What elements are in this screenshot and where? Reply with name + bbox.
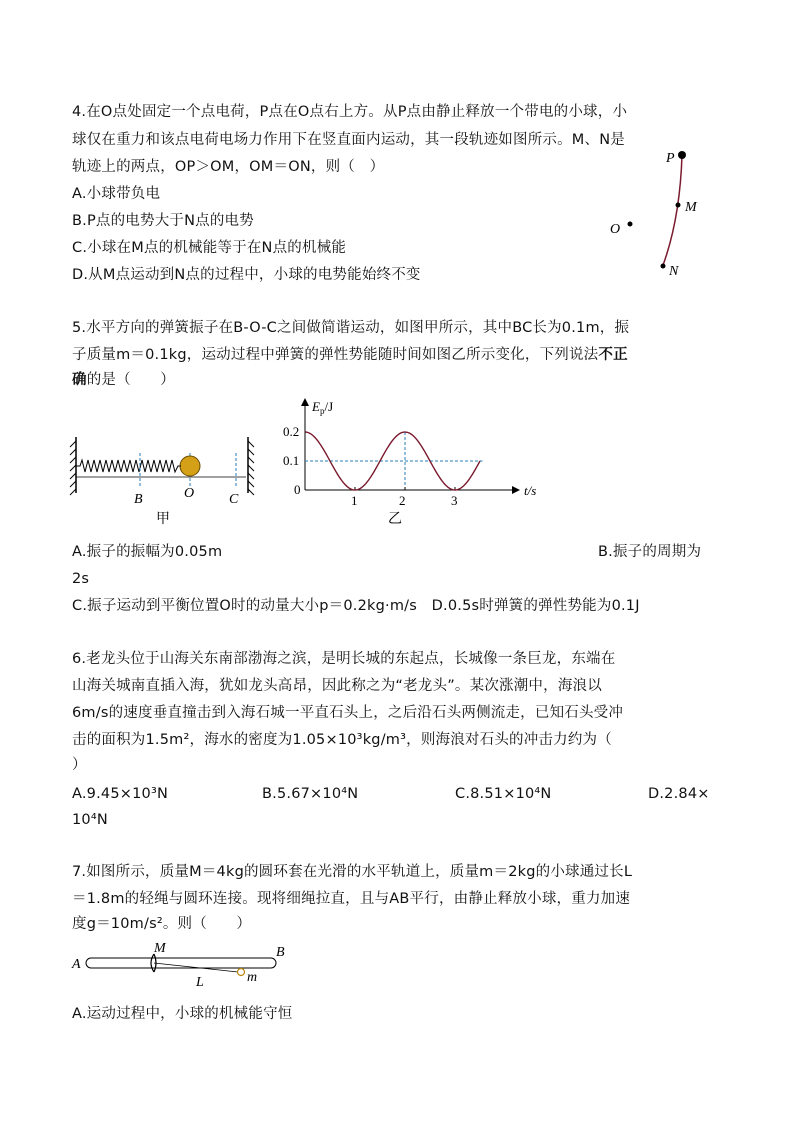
small-ball: [238, 969, 245, 976]
q6-line-1: 6.老龙头位于山海关东南部渤海之滨，是明长城的东起点，长城像一条巨龙，东端在: [72, 651, 616, 667]
q4-option-a: A.小球带负电: [72, 186, 161, 202]
q5-line-2-text: 子质量m＝0.1kg，运动过程中弹簧的弹性势能随时间如图乙所示变化，下列说法: [72, 347, 599, 363]
q6-line-5: ）: [72, 757, 87, 773]
q4-option-d: D.从M点运动到N点的过程中，小球的电势能始终不变: [72, 267, 421, 283]
q7-line-2: ＝1.8m的轻绳与圆环连接。现将细绳拉直，且与AB平行，由静止释放小球，重力加速: [72, 891, 631, 907]
label-l: L: [196, 975, 204, 990]
q5-line-1: 5.水平方向的弹簧振子在B-O-C之间做简谐运动，如图甲所示，其中BC长为0.1m，振: [72, 320, 630, 336]
label-m: M: [685, 200, 697, 215]
q6-line-2: 山海关城南直插入海，犹如龙头高昂，因此称之为“老龙头”。某次涨潮中，海浪以: [72, 678, 602, 694]
spring: [76, 460, 181, 472]
y-tick-2: 0.2: [283, 424, 300, 439]
q7-option-a: A.运动过程中，小球的机械能守恒: [72, 1006, 293, 1022]
q6-option-c: C.8.51×10⁴N: [455, 786, 552, 802]
y-axis-label: [311, 399, 333, 416]
label-o: O: [184, 486, 195, 501]
label-b: B: [276, 945, 285, 960]
q5-line-3: [72, 370, 175, 390]
q7-line-1: 7.如图所示，质量M＝4kg的圆环套在光滑的水平轨道上，质量m＝2kg的小球通过长L: [72, 864, 633, 880]
point-m: [676, 203, 681, 208]
q5-option-b-cont: 2s: [72, 571, 90, 587]
label-c: C: [229, 492, 239, 507]
q6-option-d: D.2.84×: [648, 786, 710, 802]
q5-option-a: A.振子的振幅为0.05m: [72, 544, 223, 560]
q5-line-3-text: 的是（ ）: [86, 372, 175, 388]
y-tick-1: 0.1: [283, 453, 300, 468]
q6-option-b: B.5.67×10⁴N: [262, 786, 359, 802]
point-o: [628, 222, 633, 227]
q5-line-2-bold: 不正: [598, 347, 628, 363]
y-label-unit: /J: [324, 399, 334, 414]
y-label-e: E: [312, 399, 320, 414]
q5-spring-figure: [66, 425, 266, 535]
q4-line-2: 球仅在重力和该点电荷电场力作用下在竖直面内运动，其一段轨迹如图所示。M、N是: [72, 132, 625, 148]
trajectory-curve: [662, 155, 682, 268]
oscillator-ball: [180, 456, 200, 476]
x-tick-1: 1: [351, 493, 358, 508]
caption-jia: 甲: [156, 511, 170, 527]
q6-option-d-cont: 10⁴N: [72, 812, 108, 828]
q6-line-4: 击的面积为1.5m²，海水的密度为1.05×10³kg/m³，则海浪对石头的冲击力约为（: [72, 732, 612, 748]
y-label-sub: p: [319, 406, 325, 416]
y-tick-0: 0: [294, 482, 301, 497]
x-tick-2: 2: [399, 493, 406, 508]
x-tick-3: 3: [451, 493, 458, 508]
label-m-ring: M: [154, 941, 166, 956]
q7-line-3: 度g＝10m/s²。则（ ）: [72, 916, 252, 932]
q4-line-3: 轨迹上的两点，OP＞OM，OM＝ON，则（ ）: [72, 159, 385, 175]
q5-line-3-bold: 确: [72, 372, 87, 388]
q4-option-b: B.P点的电势大于N点的电势: [72, 213, 254, 229]
caption-yi: 乙: [388, 511, 402, 527]
label-n: N: [669, 264, 679, 279]
q5-energy-chart: [280, 395, 550, 535]
label-a: A: [72, 957, 81, 972]
q5-option-b: B.振子的周期为: [598, 544, 702, 560]
x-axis-label: t/s: [524, 483, 537, 498]
q4-option-c: C.小球在M点的机械能等于在N点的机械能: [72, 240, 347, 256]
q4-trajectory-figure: [600, 140, 720, 290]
point-p: [678, 151, 686, 159]
q6-line-3: 6m/s的速度垂直撞击到入海石城一平直石头上，之后沿石头两侧流走，已知石头受冲: [72, 705, 624, 721]
q6-option-a: A.9.45×10³N: [72, 786, 169, 802]
label-o: O: [610, 222, 621, 237]
horizontal-rail: [86, 958, 276, 968]
q5-option-cd: C.振子运动到平衡位置O时的动量大小p＝0.2kg·m/s D.0.5s时弹簧的弹性势能为0.1J: [72, 598, 640, 614]
point-n: [661, 264, 666, 269]
label-m-ball: m: [247, 970, 258, 985]
q4-line-1: 4.在O点处固定一个点电荷，P点在O点右上方。从P点由静止释放一个带电的小球，小: [72, 104, 628, 120]
q5-line-2: [72, 345, 628, 365]
label-p: P: [666, 151, 675, 166]
q7-ring-figure: [66, 940, 306, 990]
label-b: B: [134, 492, 143, 507]
